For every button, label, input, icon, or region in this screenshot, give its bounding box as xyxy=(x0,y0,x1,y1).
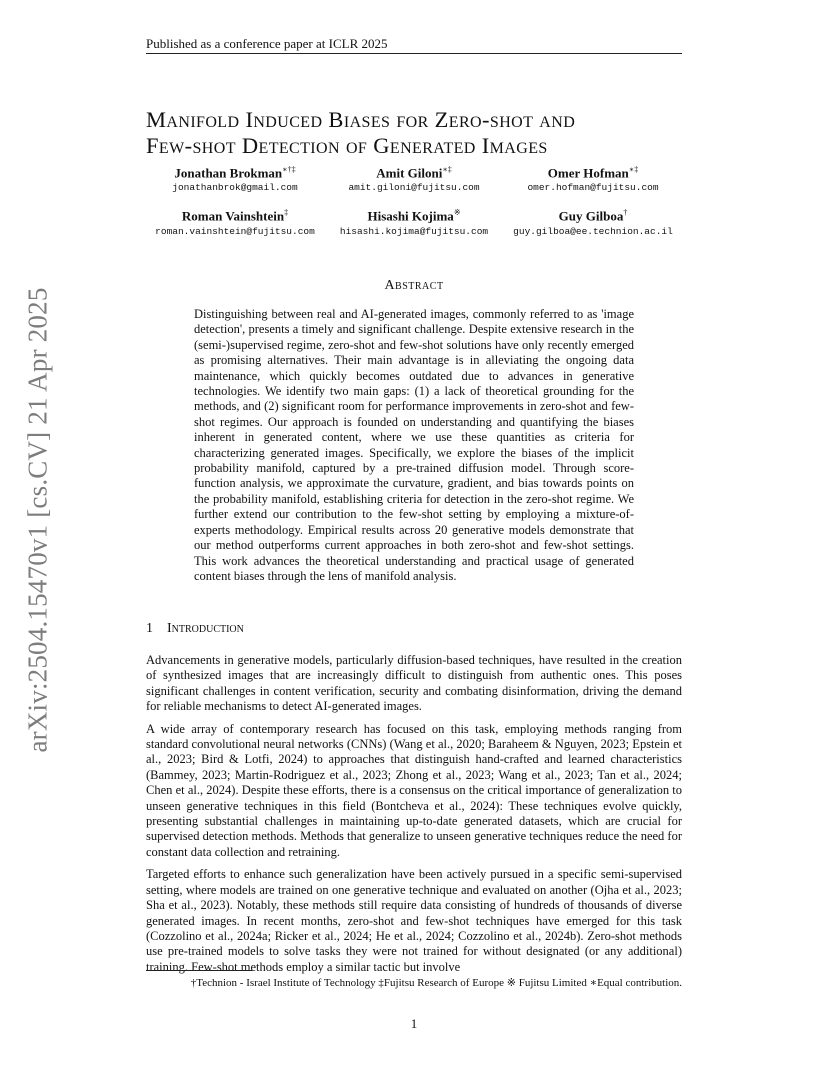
author-block xyxy=(146,162,682,249)
arxiv-identifier: arXiv:2504.15470v1 [cs.CV] 21 Apr 2025 xyxy=(22,287,53,753)
abstract-heading: Abstract xyxy=(384,278,444,293)
abstract-text: Distinguishing between real and AI-generated images, commonly referred to as 'image detection', presents a timely and significant challenge. Despite extensive research in the (semi-)supervised regime, zero-shot and few-shot solutions have only recently emerged as promising alternatives. Their main advantage is in alleviating the ongoing data maintenance, which quickly becomes outdated due to advances in generative technologies. We identify two main gaps: (1) a lack of theoretical grounding for the methods, and (2) significant room for performance improvements in zero-shot and few-shot regimes. Our approach is founded on understanding and quantifying the biases inherent in generated content, where we use these quantities as criteria for characterizing generated images. Specifically, we explore the biases of the implicit probability manifold, captured by a pre-trained diffusion model. Through score-function analysis, we approximate the curvature, gradient, and bias towards points on the probability manifold, establishing criteria for detection in the zero-shot regime. We further extend our contribution to the few-shot setting by employing a mixture-of-experts methodology. Empirical results across 20 generative models demonstrate that our method outperforms current approaches in both zero-shot and few-shot settings. This work advances the theoretical understanding and practical usage of generated content biases through the lens of manifold analysis. xyxy=(194,307,634,583)
intro-body xyxy=(146,653,682,982)
paragraph: Targeted efforts to enhance such generalization have been actively pursued in a specific semi-supervised setting, where models are trained on one generative technique and evaluated on another (Ojha et al., 2023; Sha et al., 2023). Notably, these methods still require data consisting of hundreds of thousands of diverse generated images. In recent months, zero-shot and few-shot techniques have emerged for this task (Cozzolino et al., 2024a; Ricker et al., 2024; He et al., 2024; Cozzolino et al., 2024b). Zero-shot methods use pre-trained models to solve tasks they were not trained for without designated (or any additional) training. Few-shot methods employ a similar tactic but involve xyxy=(146,867,682,974)
affiliation-mark: † xyxy=(623,208,628,218)
author-email: guy.gilboa@ee.technion.ac.il xyxy=(513,225,673,237)
author xyxy=(325,205,503,238)
paragraph: Advancements in generative models, particularly diffusion-based techniques, have resulted in the creation of synthesized images that are increasingly difficult to distinguish from authentic ones. This poses significant challenges in content verification, security and combating disinformation, driving the demand for reliable mechanisms to detect AI-generated images. xyxy=(146,653,682,714)
running-header: Published as a conference paper at ICLR 2025 xyxy=(146,36,388,51)
author-email: omer.hofman@fujitsu.com xyxy=(527,182,659,194)
header-rule xyxy=(146,53,682,54)
author-name: Omer Hofman xyxy=(547,165,629,181)
author-name: Roman Vainshtein xyxy=(181,208,285,224)
title-line-1: Manifold Induced Biases for Zero-shot and xyxy=(146,107,576,132)
author xyxy=(504,162,682,195)
author xyxy=(325,162,503,195)
paper-title xyxy=(146,107,706,159)
section-number: 1 xyxy=(146,621,153,636)
section-heading xyxy=(146,621,244,637)
title-line-2: Few-shot Detection of Generated Images xyxy=(146,133,548,158)
author-email: roman.vainshtein@fujitsu.com xyxy=(155,225,315,237)
author-name: Guy Gilboa xyxy=(558,208,624,224)
author-email: jonathanbrok@gmail.com xyxy=(172,182,298,194)
author-name: Jonathan Brokman xyxy=(174,165,283,181)
author-email: amit.giloni@fujitsu.com xyxy=(348,182,480,194)
author-row-1 xyxy=(146,162,682,195)
affiliation-mark: ‡ xyxy=(284,208,289,218)
affiliation-mark: ∗‡ xyxy=(442,165,452,174)
author-name: Hisashi Kojima xyxy=(367,208,454,224)
affiliation-mark: ∗†‡ xyxy=(282,165,296,174)
page-number: 1 xyxy=(410,1016,418,1031)
author xyxy=(146,205,324,238)
affiliation-footnote: †Technion - Israel Institute of Technology ‡Fujitsu Research of Europe ※ Fujitsu Limited ∗Equal contribution. xyxy=(190,977,682,989)
section-title: Introduction xyxy=(167,621,244,636)
affiliation-mark: ∗‡ xyxy=(628,165,639,174)
paragraph: A wide array of contemporary research has focused on this task, employing methods ranging from standard convolutional neural networks (CNNs) (Wang et al., 2020; Baraheem & Nguyen, 2023; Epstein et al., 2023; Bird & Lotfi, 2024) to approaches that distinguish hand-crafted and learned characteristics (Bammey, 2023; Martin-Rodriguez et al., 2023; Zhong et al., 2023; Wang et al., 2023; Tan et al., 2024; Chen et al., 2024). Despite these efforts, there is a consensus on the critical importance of generalization to unseen generative techniques in this field (Bontcheva et al., 2024): These techniques evolve quickly, presenting substantial challenges in maintaining up-to-date generated datasets, which are crucial for supervised detection methods. Methods that generalize to unseen generative techniques reduce the need for constant data collection and retraining. xyxy=(146,721,682,859)
footnote-rule xyxy=(146,970,252,971)
author-row-2 xyxy=(146,205,682,238)
author xyxy=(504,205,682,238)
author-name: Amit Giloni xyxy=(376,165,443,181)
author xyxy=(146,162,324,195)
author-email: hisashi.kojima@fujitsu.com xyxy=(339,225,489,237)
affiliation-mark: ※ xyxy=(453,208,461,218)
